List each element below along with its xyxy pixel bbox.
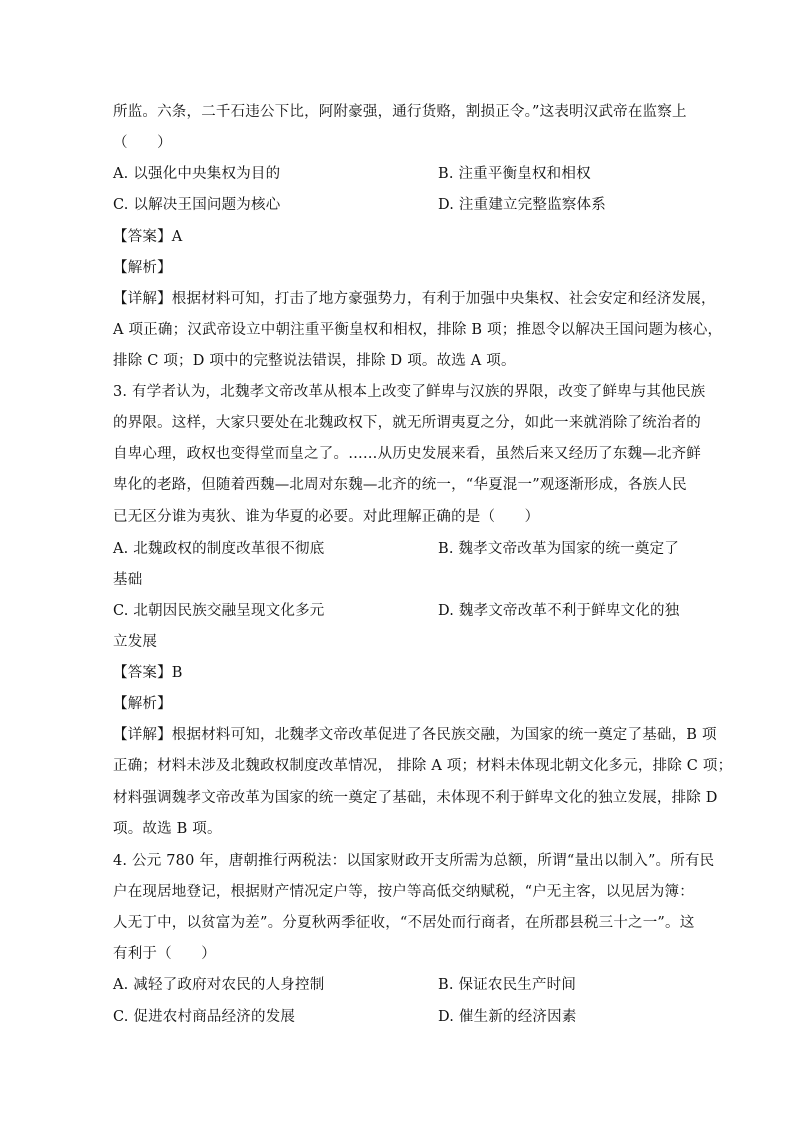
- q3-stem-line-1: 3. 有学者认为，北魏孝文帝改革从根本上改变了鲜卑与汉族的界限，改变了鲜卑与其他民族: [113, 384, 706, 400]
- q2-option-a: A. 以强化中央集权为目的: [113, 166, 281, 182]
- q4-option-c: C. 促进农村商品经济的发展: [113, 1009, 296, 1025]
- q4-stem-line-2: 户在现居地登记，根据财产情况定户等，按户等高低交纳赋税，“户无主客，以见居为簿：: [113, 884, 694, 900]
- q3-stem-line-3: 自卑心理，政权也变得堂而皇之了。……从历史发展来看，虽然后来又经历了东魏—北齐鲜: [113, 446, 701, 462]
- q2-stem-line-1: 所监。六条，二千石违公下比，阿附豪强，通行货赂，割损正令。”这表明汉武帝在监察上: [113, 104, 687, 120]
- q2-detail-line-2: A 项正确；汉武帝设立中朝注重平衡皇权和相权，排除 B 项；推恩令以解决王国问题为核心，: [113, 322, 723, 338]
- q4-option-d: D. 催生新的经济因素: [438, 1009, 577, 1025]
- q2-stem-line-2: （ ）: [113, 135, 172, 151]
- q2-option-d: D. 注重建立完整监察体系: [438, 197, 606, 213]
- q2-option-c: C. 以解决王国问题为核心: [113, 197, 281, 213]
- q3-detail-line-4: 项。故选 B 项。: [113, 821, 222, 837]
- q2-detail-line-1: 【详解】根据材料可知，打击了地方豪强势力，有利于加强中央集权、社会安定和经济发展，: [113, 291, 716, 307]
- q3-analysis-label: 【解析】: [113, 696, 172, 712]
- q2-analysis-label: 【解析】: [113, 260, 172, 276]
- q3-stem-line-4: 卑化的老路，但随着西魏—北周对东魏—北齐的统一，“华夏混一”观逐渐形成，各族人民: [113, 477, 687, 493]
- q3-option-b: B. 魏孝文帝改革为国家的统一奠定了: [438, 541, 679, 557]
- q4-stem-line-4: 有利于（ ）: [113, 946, 216, 962]
- q3-option-c: C. 北朝因民族交融呈现文化多元: [113, 603, 325, 619]
- q4-stem-line-1: 4. 公元 780 年，唐朝推行两税法：以国家财政开支所需为总额，所谓“量出以制入”。所有民: [113, 853, 715, 869]
- q4-stem-line-3: 人无丁中，以贫富为差”。分夏秋两季征收，“不居处而行商者，在所郡县税三十之一”。这: [113, 915, 695, 931]
- q3-detail-line-2: 正确；材料未涉及北魏政权制度改革情况， 排除 A 项；材料未体现北朝文化多元，排除 C 项；: [113, 758, 733, 774]
- q3-option-b-continued: 基础: [113, 572, 143, 588]
- q2-answer: 【答案】A: [113, 229, 183, 245]
- q4-option-b: B. 保证农民生产时间: [438, 977, 577, 993]
- q3-option-d: D. 魏孝文帝改革不利于鲜卑文化的独: [438, 603, 680, 619]
- q2-option-b: B. 注重平衡皇权和相权: [438, 166, 591, 182]
- q3-detail-line-3: 材料强调魏孝文帝改革为国家的统一奠定了基础，未体现不利于鲜卑文化的独立发展，排除 D: [113, 790, 718, 806]
- q4-option-a: A. 减轻了政府对农民的人身控制: [113, 977, 325, 993]
- q3-option-a: A. 北魏政权的制度改革很不彻底: [113, 541, 325, 557]
- q2-detail-line-3: 排除 C 项；D 项中的完整说法错误，排除 D 项。故选 A 项。: [113, 353, 516, 369]
- q3-stem-line-5: 已无区分谁为夷狄、谁为华夏的必要。对此理解正确的是（ ）: [113, 509, 540, 525]
- q3-option-d-continued: 立发展: [113, 634, 158, 650]
- q3-answer: 【答案】B: [113, 665, 183, 681]
- q3-stem-line-2: 的界限。这样，大家只要处在北魏政权下，就无所谓夷夏之分，如此一来就消除了统治者的: [113, 415, 701, 431]
- q3-detail-line-1: 【详解】根据材料可知，北魏孝文帝改革促进了各民族交融，为国家的统一奠定了基础，B 项: [113, 727, 717, 743]
